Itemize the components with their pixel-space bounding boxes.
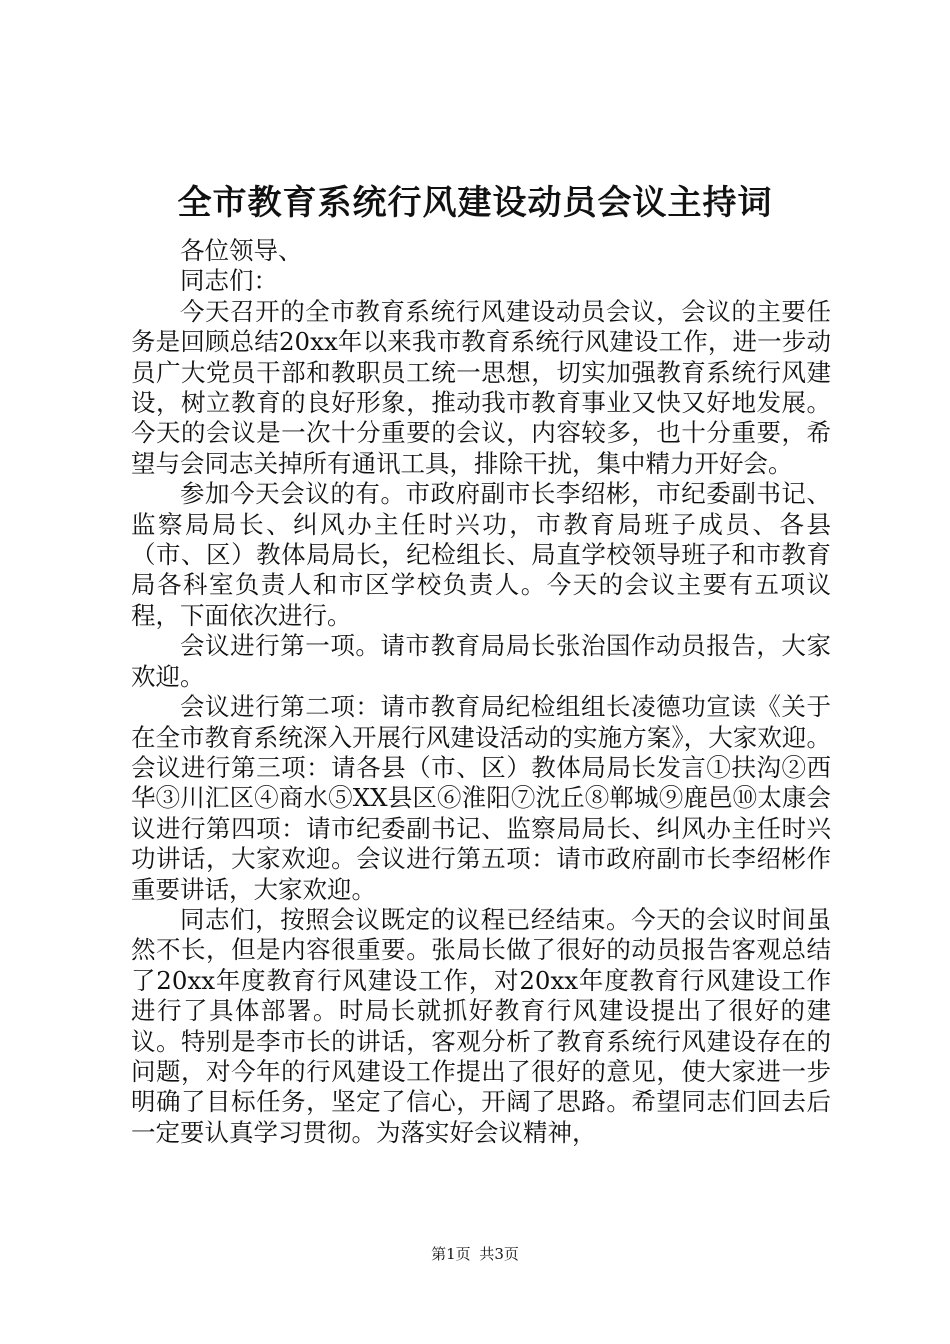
document-body: [131, 236, 831, 1148]
page-footer: 第1页 共3页: [431, 1245, 519, 1263]
paragraph-agenda-items-2-5: 会议进行第二项：请市教育局纪检组组长凌德功宣读《关于在全市教育系统深入开展行风建设活动的实施方案》，大家欢迎。会议进行第三项：请各县（市、区）教体局局长发言①扶沟②西华③川汇区④商水⑤XX县区⑥淮阳⑦沈丘⑧郸城⑨鹿邑⑩太康会议进行第四项：请市纪委副书记、监察局局长、纠风办主任时兴功讲话，大家欢迎。会议进行第五项：请市政府副市长李绍彬作重要讲话，大家欢迎。: [131, 692, 831, 904]
paragraph-agenda-item-1: 会议进行第一项。请市教育局局长张治国作动员报告，大家欢迎。: [131, 631, 831, 691]
salutation-leaders: 各位领导、: [180, 236, 303, 265]
paragraph-closing-summary: 同志们，按照会议既定的议程已经结束。今天的会议时间虽然不长，但是内容很重要。张局长做了很好的动员报告客观总结了20xx年度教育行风建设工作，对20xx年度教育行风建设工作进行了具体部署。时局长就抓好教育行风建设提出了很好的建议。特别是李市长的讲话，客观分析了教育系统行风建设存在的问题，对今年的行风建设工作提出了很好的意见，使大家进一步明确了目标任务，坚定了信心，开阔了思路。希望同志们回去后一定要认真学习贯彻。为落实好会议精神，: [131, 904, 831, 1147]
salutation-comrades: 同志们：: [180, 266, 278, 296]
paragraph-attendees: 参加今天会议的有。市政府副市长李绍彬，市纪委副书记、监察局局长、纠风办主任时兴功，市教育局班子成员、各县（市、区）教体局局长，纪检组长、局直学校领导班子和市教育局各科室负责人和市区学校负责人。今天的会议主要有五项议程，下面依次进行。: [131, 479, 831, 630]
document-title: 全市教育系统行风建设动员会议主持词: [177, 183, 773, 223]
paragraph-meeting-purpose: 今天召开的全市教育系统行风建设动员会议，会议的主要任务是回顾总结20xx年以来我市教育系统行风建设工作，进一步动员广大党员干部和教职员工统一思想，切实加强教育系统行风建设，树立教育的良好形象，推动我市教育事业又快又好地发展。今天的会议是一次十分重要的会议，内容较多，也十分重要，希望与会同志关掉所有通讯工具，排除干扰，集中精力开好会。: [131, 296, 831, 478]
